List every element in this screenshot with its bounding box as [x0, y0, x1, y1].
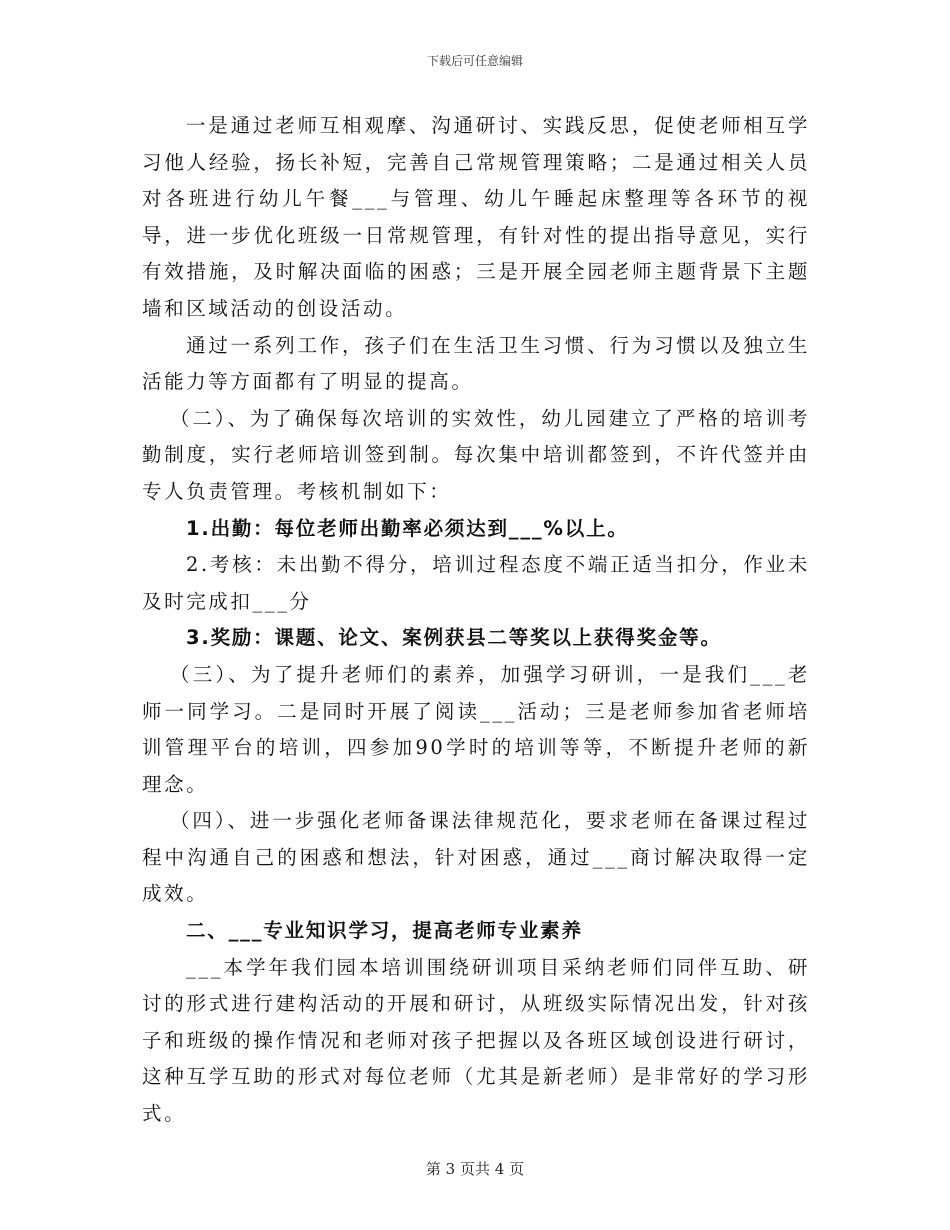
item-reward: 3.奖励：课题、论文、案例获县二等奖以上获得奖金等。	[186, 626, 722, 650]
document-body	[142, 108, 810, 1133]
item-attendance: 1.出勤：每位老师出勤率必须达到___%以上。	[186, 516, 629, 540]
paragraph-routine-management: 一是通过老师互相观摩、沟通研讨、实践反思，促使老师相互学习他人经验，扬长补短，完善自己常规管理策略；二是通过相关人员对各班进行幼儿午餐___与管理、幼儿午睡起床整理等各环节的视导，进一步优化班级一日常规管理，有针对性的提出指导意见，实行有效措施，及时解决面临的困惑；三是开展全园老师主题背景下主题墙和区域活动的创设活动。	[142, 114, 810, 320]
page-footer: 第 3 页共 4 页	[425, 1160, 525, 1178]
paragraph-attendance-system: （二）、为了确保每次培训的实效性，幼儿园建立了严格的培训考勤制度，实行老师培训签到制。每次集中培训都签到，不许代签并由专人负责管理。考核机制如下：	[142, 406, 810, 503]
paragraph-peer-support: ___本学年我们园本培训围绕研训项目采纳老师们同伴互助、研讨的形式进行建构活动的开展和研讨，从班级实际情况出发，针对孩子和班级的操作情况和老师对孩子把握以及各班区域创设进行研讨，这种互学互助的形式对每位老师（尤其是新老师）是非常好的学习形式。	[142, 955, 810, 1126]
section-heading-professional-knowledge: 二、___专业知识学习，提高老师专业素养	[186, 919, 583, 943]
item-assessment: 2.考核：未出勤不得分，培训过程态度不端正适当扣分，作业未及时完成扣___分	[142, 553, 810, 613]
paragraph-improvement: 通过一系列工作，孩子们在生活卫生习惯、行为习惯以及独立生活能力等方面都有了明显的提高。	[142, 333, 810, 394]
paragraph-lesson-prep: （四）、进一步强化老师备课法律规范化，要求老师在备课过程过程中沟通自己的困惑和想法，针对困惑，通过___商讨解决取得一定成效。	[142, 809, 810, 906]
page-header: 下载后可任意编辑	[426, 54, 523, 68]
paragraph-study-training: （三）、为了提升老师们的素养，加强学习研训，一是我们___老师一同学习。二是同时开展了阅读___活动；三是老师参加省老师培训管理平台的培训，四参加90学时的培训等等，不断提升老师的新理念。	[142, 662, 810, 796]
